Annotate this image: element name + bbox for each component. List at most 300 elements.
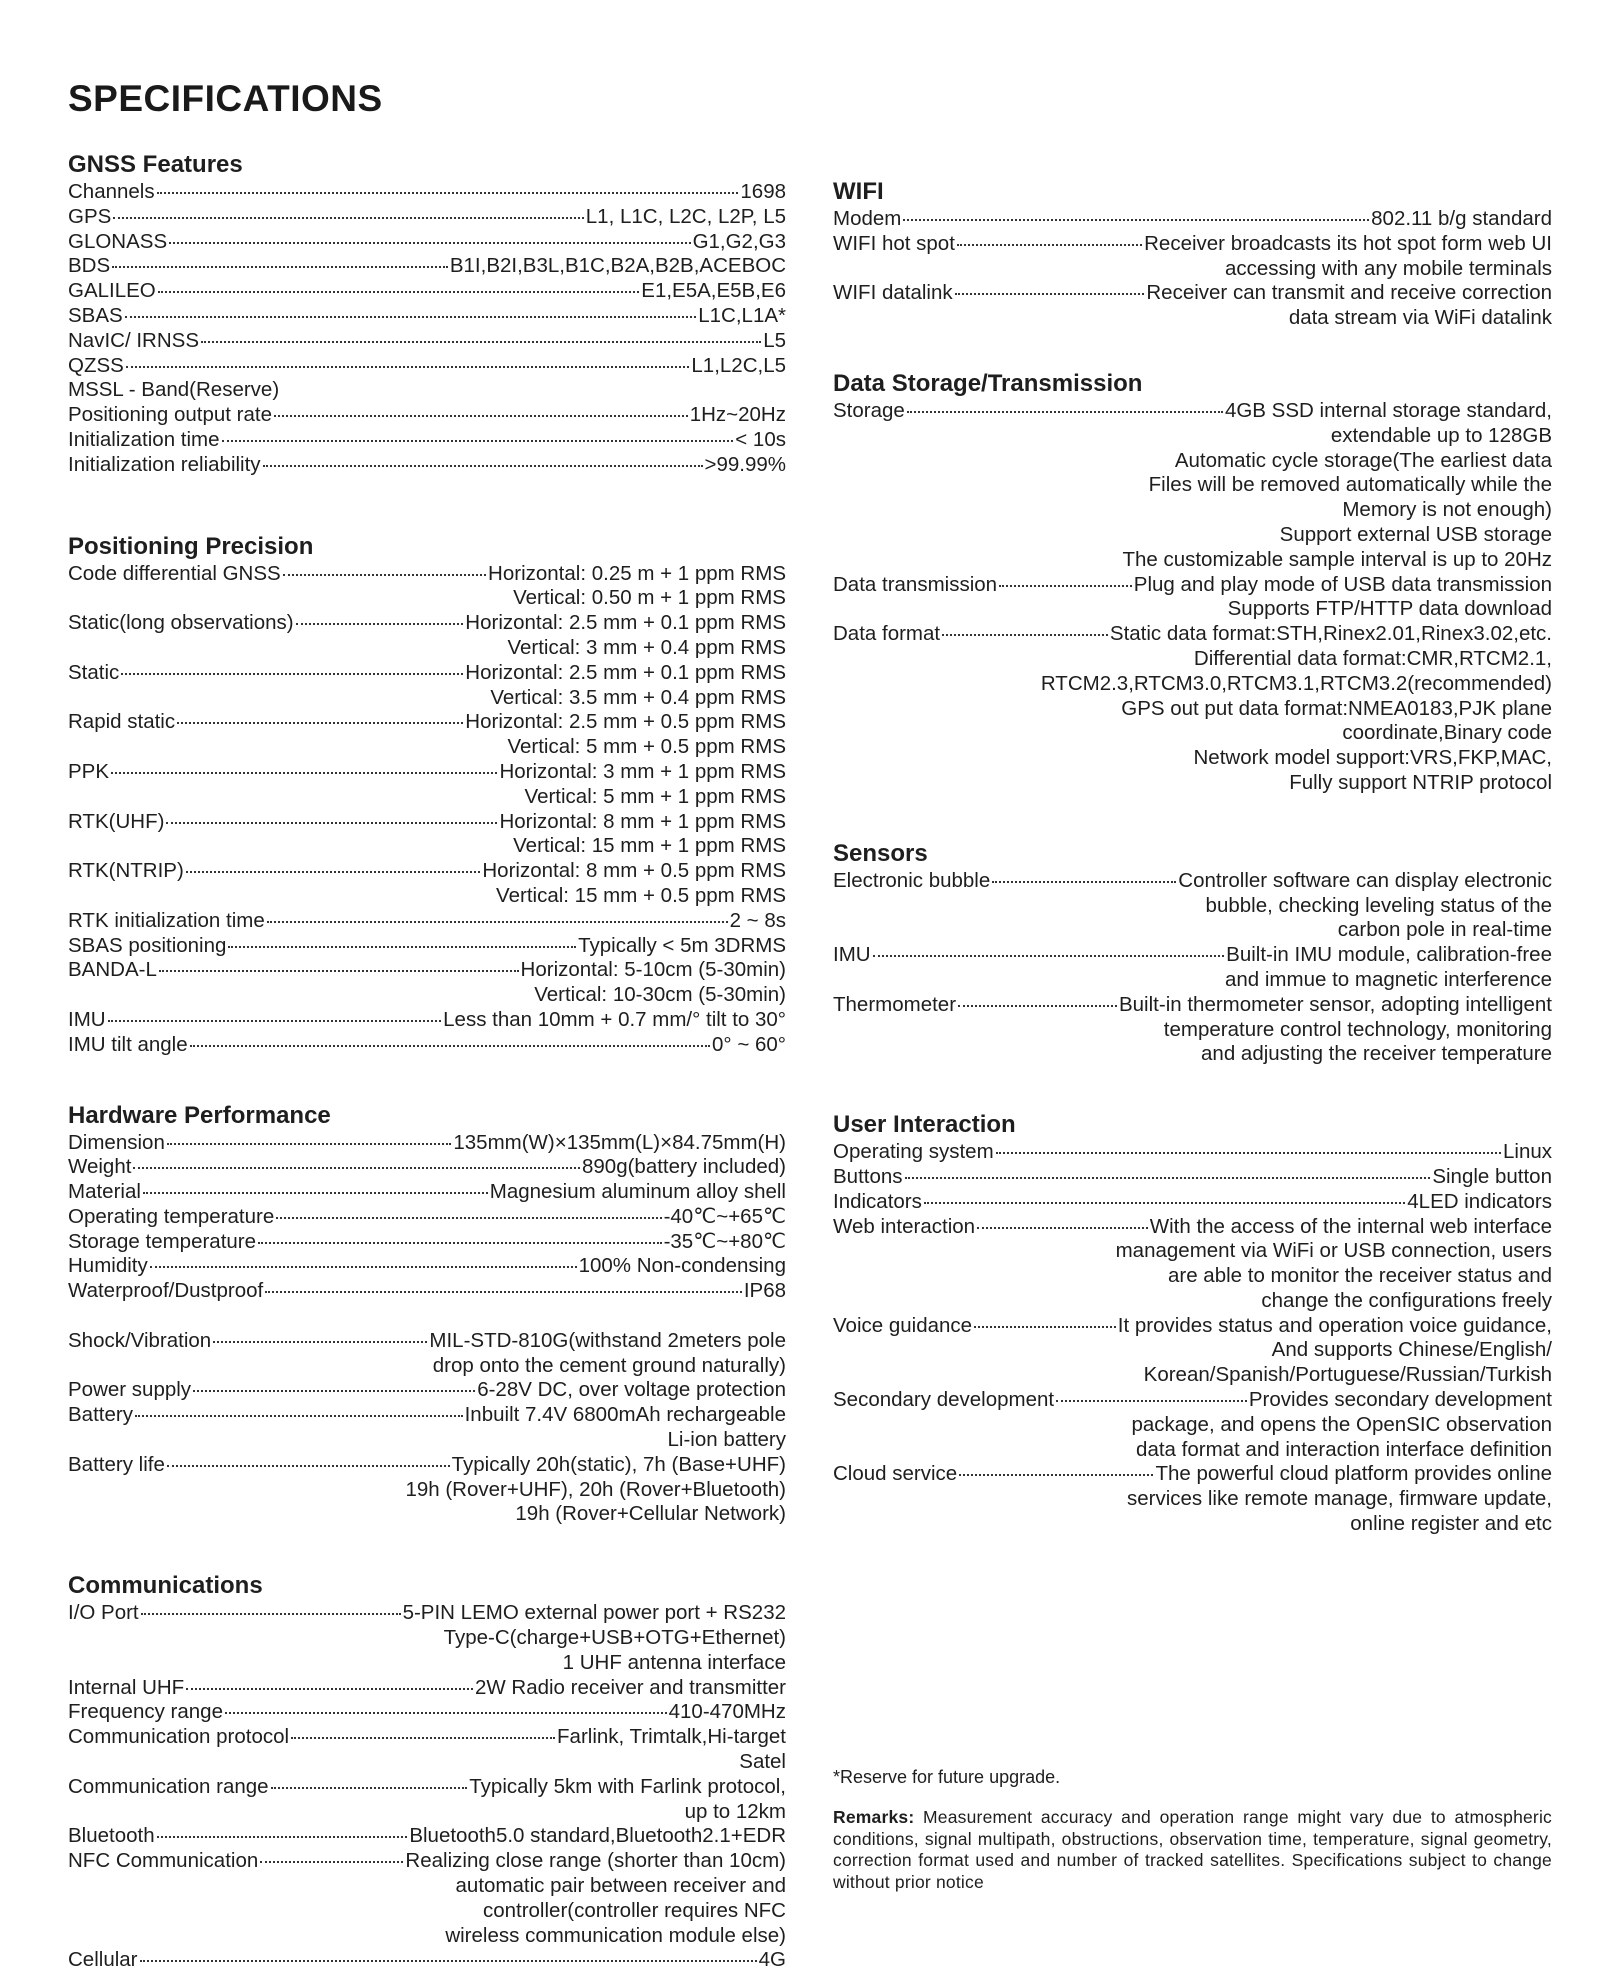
spec-value-continued: Vertical: 3 mm + 0.4 ppm RMS: [507, 635, 786, 659]
spec-line: [68, 1775, 786, 1800]
spec-value: Typically 5km with Farlink protocol,: [469, 1774, 786, 1798]
spec-value-continued: Files will be removed automatically while the: [1148, 473, 1552, 497]
spec-line: [68, 403, 786, 428]
spec-row-communication-protocol: [68, 1725, 786, 1775]
spec-line: [833, 1140, 1552, 1165]
spec-value: Typically < 5m 3DRMS: [578, 933, 786, 957]
spec-line: [833, 207, 1552, 232]
remarks-text: Measurement accuracy and operation range might vary due to atmospheric conditions, signal multipath, obstructions, observation time, temperature, signal geometry, correction format used and number of tracked satellites. Specifications subject to change without prior notice: [833, 1807, 1552, 1892]
spec-label: Buttons: [833, 1164, 903, 1188]
spec-value: Linux: [1502, 1140, 1552, 1164]
spec-value: 410-470MHz: [668, 1700, 786, 1724]
spec-value-continued: temperature control technology, monitoring: [1163, 1017, 1552, 1041]
dot-leader: [125, 316, 697, 318]
spec-row-operating-temperature: [68, 1205, 786, 1230]
spec-value-continued: data format and interaction interface definition: [1136, 1437, 1552, 1461]
spec-value: Farlink, Trimtalk,Hi-target: [557, 1725, 786, 1749]
dot-leader: [907, 411, 1223, 413]
spec-value-continued: The customizable sample interval is up to 20Hz: [1122, 547, 1552, 571]
dot-leader: [113, 217, 583, 219]
spec-value-continued: change the configurations freely: [1261, 1288, 1552, 1312]
dot-leader: [190, 1045, 710, 1047]
spec-value-continued: RTCM2.3,RTCM3.0,RTCM3.1,RTCM3.2(recommended): [1040, 671, 1552, 695]
spec-label: Cellular: [68, 1948, 138, 1972]
spec-line: [68, 661, 786, 686]
spec-value-continued: automatic pair between receiver and: [455, 1874, 786, 1898]
dot-leader: [992, 881, 1176, 883]
spec-value-continued: Vertical: 0.50 m + 1 ppm RMS: [513, 586, 786, 610]
spec-label: NFC Communication: [68, 1849, 259, 1873]
spec-line: [833, 622, 1552, 647]
spec-value-continued: bubble, checking leveling status of the: [1205, 893, 1552, 917]
spec-label: IMU tilt angle: [68, 1032, 188, 1056]
spec-value-continued: 19h (Rover+UHF), 20h (Rover+Bluetooth): [405, 1477, 786, 1501]
spec-label: Thermometer: [833, 992, 957, 1016]
spec-label: Frequency range: [68, 1700, 223, 1724]
section-gnss-features: [68, 150, 786, 478]
spec-value-continued: coordinate,Binary code: [1342, 721, 1552, 745]
spec-row-data-format: [833, 622, 1552, 796]
spec-line: [68, 934, 786, 959]
section-heading: User Interaction: [833, 1111, 1016, 1139]
dot-leader: [186, 1688, 473, 1690]
spec-label: Channels: [68, 180, 155, 203]
spec-row-rtk-ntrip: [68, 859, 786, 909]
spec-line: [833, 1314, 1552, 1339]
spec-value: Built-in IMU module, calibration-free: [1226, 943, 1552, 967]
spec-line: [68, 760, 786, 785]
dot-leader: [159, 970, 519, 972]
spec-value-continued: Type-C(charge+USB+OTG+Ethernet): [443, 1626, 786, 1650]
dot-leader: [959, 1474, 1153, 1476]
spec-line: [68, 1453, 786, 1478]
spec-row-indicators: [833, 1190, 1552, 1215]
dot-leader: [121, 673, 463, 675]
spec-line: [833, 1462, 1552, 1487]
spec-value: 802.11 b/g standard: [1371, 207, 1552, 230]
section-wifi: [833, 177, 1552, 331]
section-heading: Positioning Precision: [68, 532, 314, 560]
spec-label: QZSS: [68, 353, 124, 377]
dot-leader: [999, 585, 1132, 587]
section-heading: GNSS Features: [68, 151, 243, 178]
spec-row-cellular: [68, 1948, 786, 1973]
spec-row-voice-guidance: [833, 1314, 1552, 1388]
spec-row-operating-system: [833, 1140, 1552, 1165]
spec-row-cloud-service: [833, 1462, 1552, 1536]
spec-value: Horizontal: 2.5 mm + 0.1 ppm RMS: [465, 611, 786, 635]
dot-leader: [957, 244, 1142, 246]
spec-label: SBAS: [68, 303, 123, 327]
spec-value-continued: Vertical: 10-30cm (5-30min): [534, 983, 786, 1007]
spec-row-buttons: [833, 1165, 1552, 1190]
spec-value: MIL-STD-810G(withstand 2meters pole: [429, 1328, 786, 1352]
section-hardware-performance: [68, 1101, 786, 1528]
spec-label: Positioning output rate: [68, 403, 272, 427]
dot-leader: [276, 1217, 661, 1219]
spec-line: [68, 710, 786, 735]
spec-line: [68, 909, 786, 934]
spec-value-continued: And supports Chinese/English/: [1271, 1338, 1552, 1362]
dot-leader: [955, 293, 1145, 295]
section-data-storage: [833, 369, 1552, 796]
spec-value-continued: 1 UHF antenna interface: [562, 1650, 786, 1674]
spec-line: [68, 304, 786, 329]
spec-value: E1,E5A,E5B,E6: [641, 279, 786, 303]
dot-leader: [141, 1613, 401, 1615]
spec-line: [68, 1849, 786, 1874]
spec-row-rtk-uhf: [68, 810, 786, 860]
spec-row-storage-temperature: [68, 1230, 786, 1255]
spec-line: [68, 958, 786, 983]
spec-row-banda-l: [68, 958, 786, 1008]
spec-line: [68, 1329, 786, 1354]
dot-leader: [225, 1712, 667, 1714]
right-column: [833, 177, 1552, 1537]
reserve-footnote: *Reserve for future upgrade.: [833, 1767, 1061, 1787]
spec-value: 5-PIN LEMO external power port + RS232: [402, 1601, 786, 1625]
spec-label: Storage temperature: [68, 1229, 257, 1253]
spec-line: [68, 1378, 786, 1403]
spec-label: Communication protocol: [68, 1725, 290, 1749]
spec-line: [68, 1403, 786, 1428]
spec-row-weight: [68, 1155, 786, 1180]
dot-leader: [112, 266, 448, 268]
spec-row-navic-irnss: [68, 329, 786, 354]
spec-label: RTK(NTRIP): [68, 859, 184, 883]
dot-leader: [996, 1152, 1501, 1154]
page-title: SPECIFICATIONS: [68, 78, 383, 119]
spec-value: Receiver can transmit and receive correction: [1146, 281, 1552, 305]
spec-value: Magnesium aluminum alloy shell: [489, 1180, 786, 1204]
spec-line: [68, 1824, 786, 1849]
spec-value: Static data format:STH,Rinex2.01,Rinex3.02,etc.: [1109, 622, 1552, 646]
dot-leader: [111, 772, 497, 774]
spec-line: [68, 329, 786, 354]
spec-label: SBAS positioning: [68, 933, 227, 957]
spec-line: [68, 1279, 786, 1304]
spec-row-bluetooth: [68, 1824, 786, 1849]
spec-label: Storage: [833, 398, 905, 422]
spec-value-continued: and adjusting the receiver temperature: [1201, 1042, 1552, 1066]
section-sensors: [833, 839, 1552, 1067]
spec-line: [833, 1165, 1552, 1190]
spec-line: [68, 859, 786, 884]
spec-row-secondary-development: [833, 1388, 1552, 1462]
spec-row-wifi-hot-spot: [833, 232, 1552, 282]
spec-value-continued: Vertical: 5 mm + 0.5 ppm RMS: [507, 735, 786, 759]
spec-value-continued: package, and opens the OpenSIC observation: [1131, 1412, 1552, 1436]
spec-value-continued: carbon pole in real-time: [1337, 918, 1552, 942]
spec-row-shock-vibration: [68, 1329, 786, 1379]
spec-row-channels: [68, 180, 786, 205]
spec-row-internal-uhf: [68, 1676, 786, 1701]
remarks-label: Remarks:: [833, 1807, 915, 1827]
spec-row-imu: [833, 943, 1552, 993]
left-column: [68, 150, 786, 1973]
spec-line: [68, 279, 786, 304]
spec-label: IMU: [833, 943, 871, 967]
spec-label: MSSL - Band(Reserve): [68, 378, 280, 402]
spec-line: [68, 1676, 786, 1701]
spec-line: [68, 1725, 786, 1750]
spec-row-positioning-output-rate: [68, 403, 786, 428]
spec-value: Horizontal: 3 mm + 1 ppm RMS: [499, 759, 786, 783]
spec-value: 4GB SSD internal storage standard,: [1224, 398, 1552, 422]
spec-row-battery-life: [68, 1453, 786, 1527]
spec-line: [833, 1215, 1552, 1240]
spec-row-material: [68, 1180, 786, 1205]
spec-label: Operating temperature: [68, 1204, 275, 1228]
spec-value-continued: Vertical: 5 mm + 1 ppm RMS: [524, 784, 786, 808]
spec-label: Shock/Vibration: [68, 1328, 212, 1352]
dot-leader: [258, 1242, 662, 1244]
spec-label: RTK initialization time: [68, 908, 265, 932]
spec-label: BANDA-L: [68, 958, 157, 982]
spec-value-continued: management via WiFi or USB connection, users: [1115, 1239, 1552, 1263]
spec-value-continued: Automatic cycle storage(The earliest data: [1174, 448, 1552, 472]
spec-line: [68, 1155, 786, 1180]
spec-value: >99.99%: [704, 452, 786, 476]
dot-leader: [167, 1143, 452, 1145]
dot-leader: [135, 1415, 463, 1417]
spec-line: [833, 232, 1552, 257]
section-heading: Communications: [68, 1572, 263, 1600]
spec-line: [68, 180, 786, 205]
spec-value-continued: Network model support:VRS,FKP,MAC,: [1193, 746, 1552, 770]
spec-row-battery: [68, 1403, 786, 1453]
spec-value: Typically 20h(static), 7h (Base+UHF): [451, 1452, 786, 1476]
spec-row-thermometer: [833, 993, 1552, 1067]
spec-line: [833, 1388, 1552, 1413]
spec-value: Realizing close range (shorter than 10cm): [405, 1849, 786, 1873]
spec-label: I/O Port: [68, 1601, 139, 1625]
spec-label: Indicators: [833, 1189, 922, 1213]
spec-line: [833, 399, 1552, 424]
spec-value: 4LED indicators: [1407, 1189, 1552, 1213]
spec-line: [833, 1190, 1552, 1215]
spec-value: 1Hz~20Hz: [689, 403, 786, 427]
spec-line: [68, 453, 786, 478]
spec-label: Bluetooth: [68, 1824, 155, 1848]
spec-value-continued: Support external USB storage: [1279, 522, 1552, 546]
spec-row-static-long-observations: [68, 611, 786, 661]
spec-label: Voice guidance: [833, 1313, 973, 1337]
spec-row-galileo: [68, 279, 786, 304]
spec-line: [68, 428, 786, 453]
dot-leader: [283, 574, 486, 576]
spec-value-continued: online register and etc: [1350, 1512, 1552, 1536]
spec-value-continued: Vertical: 15 mm + 1 ppm RMS: [513, 834, 786, 858]
spec-value-continued: 19h (Rover+Cellular Network): [515, 1502, 786, 1526]
spec-line: [68, 1254, 786, 1279]
spec-row-dimension: [68, 1131, 786, 1156]
spec-value: With the access of the internal web interface: [1149, 1214, 1552, 1238]
dot-leader: [126, 366, 690, 368]
spec-label: Internal UHF: [68, 1675, 185, 1699]
spec-line: [68, 1700, 786, 1725]
spec-line: [833, 281, 1552, 306]
spec-label: Dimension: [68, 1130, 165, 1154]
spec-label: NavIC/ IRNSS: [68, 328, 199, 352]
dot-leader: [193, 1390, 475, 1392]
spec-value: L1C,L1A*: [698, 303, 786, 327]
spec-value: Receiver broadcasts its hot spot form web UI: [1144, 231, 1552, 255]
spec-value: Horizontal: 2.5 mm + 0.1 ppm RMS: [465, 660, 786, 684]
spec-line: [833, 993, 1552, 1018]
spec-value: B1I,B2I,B3L,B1C,B2A,B2B,ACEBOC: [449, 254, 786, 278]
spec-row-gps: [68, 205, 786, 230]
section-communications: [68, 1571, 786, 1973]
spec-row-frequency-range: [68, 1700, 786, 1725]
spec-row-electronic-bubble: [833, 869, 1552, 943]
spec-line: [68, 1008, 786, 1033]
spec-row-qzss: [68, 354, 786, 379]
spec-label: Material: [68, 1180, 141, 1204]
spec-line: [68, 230, 786, 255]
spec-label: Power supply: [68, 1378, 192, 1402]
spec-row-web-interaction: [833, 1215, 1552, 1314]
dot-leader: [291, 1737, 555, 1739]
spec-value: L1, L1C, L2C, L2P, L5: [585, 204, 786, 228]
spec-value-continued: are able to monitor the receiver status and: [1167, 1264, 1552, 1288]
spec-label: Electronic bubble: [833, 868, 991, 892]
spec-row-bds: [68, 254, 786, 279]
dot-leader: [133, 1167, 580, 1169]
spec-value-continued: Korean/Spanish/Portuguese/Russian/Turkish: [1143, 1363, 1552, 1387]
spec-line: [68, 1230, 786, 1255]
dot-leader: [140, 1960, 757, 1962]
spec-label: RTK(UHF): [68, 809, 165, 833]
section-heading: Hardware Performance: [68, 1101, 331, 1129]
spec-label: Communication range: [68, 1774, 269, 1798]
dot-leader: [296, 623, 464, 625]
spec-label: GPS: [68, 204, 112, 228]
spec-value: 890g(battery included): [582, 1155, 786, 1179]
spec-value: L1,L2C,L5: [691, 353, 786, 377]
spec-label: Code differential GNSS: [68, 561, 281, 585]
section-heading: Data Storage/Transmission: [833, 369, 1143, 397]
spec-value: 1698: [740, 180, 786, 203]
spec-value: Horizontal: 8 mm + 1 ppm RMS: [499, 809, 786, 833]
dot-leader: [157, 192, 739, 194]
spec-line: [68, 1033, 786, 1058]
spec-row-modem: [833, 207, 1552, 232]
dot-leader: [186, 871, 481, 873]
dot-leader: [903, 219, 1369, 221]
spec-label: Web interaction: [833, 1214, 976, 1238]
spec-row-ppk: [68, 760, 786, 810]
spec-value: Horizontal: 0.25 m + 1 ppm RMS: [488, 561, 786, 585]
spec-value: -35℃~+80℃: [663, 1229, 786, 1253]
spec-value-continued: Satel: [739, 1750, 786, 1774]
spec-label: Secondary development: [833, 1388, 1055, 1412]
spec-value: Horizontal: 8 mm + 0.5 ppm RMS: [482, 859, 786, 883]
dot-leader: [942, 634, 1108, 636]
spec-label: Battery life: [68, 1452, 165, 1476]
spec-value-continued: accessing with any mobile terminals: [1225, 256, 1552, 280]
spec-label: Initialization reliability: [68, 452, 261, 476]
dot-leader: [974, 1326, 1116, 1328]
spec-line: [68, 562, 786, 587]
spec-value: L5: [763, 328, 786, 352]
spec-row-communication-range: [68, 1775, 786, 1825]
spec-value-continued: controller(controller requires NFC: [482, 1898, 786, 1922]
spec-value: 135mm(W)×135mm(L)×84.75mm(H): [453, 1130, 786, 1154]
spec-value-continued: Li-ion battery: [667, 1428, 786, 1452]
spec-label: Static(long observations): [68, 611, 294, 635]
spec-label: Weight: [68, 1155, 132, 1179]
spec-label: Cloud service: [833, 1462, 958, 1486]
spec-value: The powerful cloud platform provides online: [1155, 1462, 1552, 1486]
spec-value-continued: and immue to magnetic interference: [1224, 967, 1552, 991]
dot-leader: [1056, 1400, 1247, 1402]
spec-row-code-differential-gnss: [68, 562, 786, 612]
dot-leader: [157, 1836, 408, 1838]
spec-label: GALILEO: [68, 279, 156, 303]
dot-leader: [166, 822, 497, 824]
remarks-paragraph: [833, 1807, 1552, 1893]
dot-leader: [108, 1020, 442, 1022]
spec-label: Rapid static: [68, 710, 176, 734]
spec-line: [68, 1131, 786, 1156]
spec-line: [68, 1601, 786, 1626]
dot-leader: [150, 1266, 577, 1268]
dot-leader: [169, 242, 690, 244]
spec-label: Modem: [833, 207, 902, 230]
spec-label: BDS: [68, 254, 111, 278]
spec-value-continued: Supports FTP/HTTP data download: [1227, 597, 1552, 621]
spec-value: IP68: [743, 1279, 786, 1303]
spec-value-continued: extendable up to 128GB: [1330, 423, 1552, 447]
dot-leader: [924, 1202, 1405, 1204]
spec-value-continued: services like remote manage, firmware update,: [1127, 1487, 1552, 1511]
spec-line: [833, 943, 1552, 968]
spec-line: [68, 354, 786, 379]
spec-value: 2 ~ 8s: [729, 908, 786, 932]
spec-line: [68, 1180, 786, 1205]
dot-leader: [167, 1465, 450, 1467]
spec-row-power-supply: [68, 1378, 786, 1403]
spec-row-rapid-static: [68, 710, 786, 760]
spec-value-continued: Differential data format:CMR,RTCM2.1,: [1193, 646, 1552, 670]
dot-leader: [177, 722, 463, 724]
section-heading: WIFI: [833, 178, 884, 205]
spec-value: Horizontal: 2.5 mm + 0.5 ppm RMS: [465, 710, 786, 734]
spec-value: Plug and play mode of USB data transmission: [1133, 572, 1552, 596]
spec-line: [68, 810, 786, 835]
spec-row-data-transmission: [833, 573, 1552, 623]
spec-row-initialization-reliability: [68, 453, 786, 478]
spec-row-glonass: [68, 230, 786, 255]
spec-value-continued: data stream via WiFi datalink: [1288, 306, 1552, 330]
spec-label: Waterproof/Dustproof: [68, 1279, 264, 1303]
spec-label: IMU: [68, 1007, 106, 1031]
dot-leader: [265, 1291, 742, 1293]
spec-label: WIFI hot spot: [833, 231, 955, 255]
spec-row-storage: [833, 399, 1552, 573]
spec-row-humidity: [68, 1254, 786, 1279]
spec-line: [68, 1948, 786, 1973]
dot-leader: [158, 291, 640, 293]
spec-row-sbas-positioning: [68, 934, 786, 959]
spec-row-static: [68, 661, 786, 711]
spec-value-continued: Vertical: 15 mm + 0.5 ppm RMS: [496, 883, 786, 907]
spec-value-continued: up to 12km: [684, 1799, 786, 1823]
spec-label: Data transmission: [833, 572, 998, 596]
spec-value: Controller software can display electronic: [1178, 868, 1552, 892]
spec-value: -40℃~+65℃: [663, 1204, 786, 1228]
